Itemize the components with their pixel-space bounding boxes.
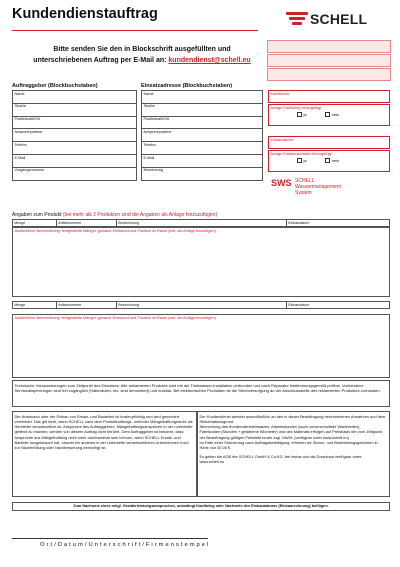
office-field-3[interactable] — [267, 68, 391, 81]
kaufdatum-field[interactable] — [268, 90, 390, 103]
auftraggeber-telefon-field[interactable]: Telefon — [13, 142, 137, 155]
einbau-options — [271, 158, 388, 163]
page-title: Kundendienstauftrag — [12, 6, 158, 22]
auftraggeber-email-field[interactable]: E-Mail — [13, 154, 137, 167]
ja-label: ja — [303, 111, 307, 117]
sws-block — [271, 178, 341, 196]
einsatz-name-field[interactable]: Name — [142, 91, 263, 104]
einsatzadresse-label: Einsatzadresse (Blockbuchstaben) — [141, 83, 233, 89]
kaufbeleg-label: Anlage Kaufbeleg hinzugefügt — [270, 105, 322, 110]
product-1-description-label: Ausführliche Beschreibung: festgestellte Mängel; genauer Einbauort und Position im Raum (evtl. als Anlage hinzufügen) — [14, 229, 216, 233]
ja-label: ja — [303, 157, 307, 163]
auftraggeber-vorgang-field[interactable]: Vorgangsnummer — [13, 167, 137, 180]
product-1-einbaudatum[interactable]: Einbaudatum — [287, 220, 390, 227]
terms-right — [197, 411, 390, 497]
einsatz-telefon-field[interactable]: Telefon — [142, 142, 263, 155]
auftraggeber-plz-field[interactable]: Postleitzahl/Ort — [13, 116, 137, 129]
terms-right-1: Der Kundendienst arbeitet ausschließlich an den in dieser Beauftragung beschriebenen Armaturen und dem Reklamationsgrund. — [199, 413, 386, 424]
product-2-artikel[interactable]: Artikelnummer — [57, 302, 117, 309]
signature-line[interactable] — [12, 538, 208, 539]
signature-label: O r t / D a t u m / U n t e r s c h r i f t / F i r m e n s t e m p e l — [40, 542, 209, 548]
email-link[interactable]: kundendienst@schell.eu — [168, 57, 251, 64]
kaufdatum-label: Kaufdatum: — [270, 91, 290, 96]
title-rule — [12, 30, 258, 31]
angaben-label — [12, 212, 217, 218]
einsatz-bemerkung-field[interactable]: Bemerkung — [142, 167, 263, 180]
product-1-description[interactable] — [12, 227, 390, 297]
intro-prefix: unterschriebenen Auftrag per E-Mail an: — [33, 57, 169, 64]
einsatz-plz-field[interactable]: Postleitzahl/Ort — [142, 116, 263, 129]
terms-left: Der Austausch oder der Einbau von Ersatz- und Bauteilen ist kostenpflichtig und wird gesondert vereinbart. Das gilt nicht, wenn SCHELL nach dem Produkthaftungs- und/oder Mängelhaftungsrecht als Hersteller verantwortlich ist. Ansprüche des Auftraggebers, Mängelhaftungsansprüche in der Lieferkette geltend zu machen, werden von diesem Auftrag nicht berührt. Dem Auftraggeber ist bekannt, dass Ansprüche aus Mängelhaftung nicht mehr durchsetzbar sein können, wenn SCHELL Ersatz- und Bauteile ausgetauscht hat, obwohl ein anderes in der Lieferkette verantwortliches Unternehmen noch zur Nacherfüllung oder Nachbesserung berechtigt ist. — [12, 411, 197, 497]
einbau-ja-checkbox[interactable] — [297, 158, 302, 163]
footer-note: Zum Nachweis eines mögl. Gewährleistungsanspruches, unbedingt Kaufbeleg oder Nachweis des Einbaudatums (Einbaurechnung) beifügen. — [12, 502, 390, 511]
einbau-label: Anlage Einbaunachweis hinzugefügt — [270, 151, 332, 156]
product-1-artikel[interactable]: Artikelnummer — [57, 220, 117, 227]
angaben-hint: (bei mehr als 2 Produkten sind die Angaben als Anlage hinzuzufügen) — [62, 212, 218, 218]
intro-line-1: Bitte senden Sie den in Blockschrift ausgefüllten und — [53, 46, 231, 53]
product-2-description-label: Ausführliche Beschreibung: festgestellte Mängel; genauer Einbauort und Position im Raum (evtl. als Anlage hinzufügen) — [14, 316, 216, 320]
product-1-header — [12, 219, 390, 227]
nein-label: nein — [331, 111, 340, 117]
schell-logo — [286, 11, 386, 29]
product-1-bezeichnung[interactable]: Bezeichnung — [117, 220, 287, 227]
product-2-menge[interactable]: Menge — [13, 302, 57, 309]
product-2-einbaudatum[interactable]: Einbaudatum — [287, 302, 390, 309]
einsatzadresse-table — [141, 90, 263, 181]
terms-right-4: Im Falle einer Stornierung nach Auftragsbestätigung, erheben wir Storno- und Bearbeitungsgebühren in Höhe von 50,00 €. — [199, 439, 378, 451]
kaufbeleg-box — [268, 104, 390, 126]
product-2-description[interactable] — [12, 314, 390, 378]
office-field-2[interactable] — [267, 54, 391, 67]
technical-note: Technische Voraussetzungen zum Zeitpunkt des Einsatzes: Alle reklamierten Produkte sind mit der Trinkwasser-Installation verbunden und nach Reparatur bestimmungsgemäß prüfbar. Vorhandene Serviceabsperrungen sind frei zugänglich (Halteräulen, etc. sind demontiert) und nutzbar. Bei elektronischen Produkten ist die Stromversorgung an der Anschlussstelle des reklamierten Produktes vorhanden. — [12, 380, 390, 407]
auftraggeber-name-field[interactable]: Name — [13, 91, 137, 104]
einsatz-email-field[interactable]: E-Mail — [142, 154, 263, 167]
sws-text — [295, 178, 341, 196]
product-1-menge[interactable]: Menge — [13, 220, 57, 227]
nein-label: nein — [331, 157, 340, 163]
product-2-header — [12, 301, 390, 309]
product-2-bezeichnung[interactable]: Bezeichnung — [117, 302, 287, 309]
kaufbeleg-options — [271, 112, 388, 117]
sws-line-1: SCHELL — [295, 178, 315, 184]
kaufbeleg-ja-checkbox[interactable] — [297, 112, 302, 117]
einbaudatum-label: Einbaudatum: — [270, 137, 294, 142]
schell-stripes-icon — [286, 12, 308, 27]
einsatz-ansprechpartner-field[interactable]: Ansprechpartner — [142, 129, 263, 142]
intro-line-2 — [22, 55, 262, 66]
auftraggeber-table — [12, 90, 137, 181]
einbau-box — [268, 150, 390, 172]
brand-name: SCHELL — [310, 11, 368, 27]
terms-right-3: Fahrtkosten (Stunden + gefahrene Kilometer) und des Materials erfolgen auf Preisbasis der zum Zeitpunkt der Beauftragung gültigen Preisliste brutto zzgl. MwSt. (verfügbar unter www.schell.eu) — [199, 429, 383, 440]
kaufbeleg-nein-checkbox[interactable] — [325, 112, 330, 117]
einsatz-strasse-field[interactable]: Straße — [142, 103, 263, 116]
einbaudatum-field[interactable] — [268, 136, 390, 149]
auftraggeber-label: Auftraggeber (Blockbuchstaben) — [12, 83, 98, 89]
sws-mark: SWS — [271, 178, 292, 188]
terms-right-5: Es gelten die AGB der SCHELL GmbH & Co.KG, frei lesbar und als Download verfügbar unter: www.schell.eu — [199, 453, 363, 464]
sws-line-3: System — [295, 190, 312, 196]
sws-line-2: Wassermanagement — [295, 184, 341, 190]
einbau-nein-checkbox[interactable] — [325, 158, 330, 163]
intro-text — [22, 44, 262, 66]
office-field-1[interactable] — [267, 40, 391, 53]
auftraggeber-ansprechpartner-field[interactable]: Ansprechpartner — [13, 129, 137, 142]
terms-right-2: Abrechnung des Kundendiensteinsatzes, Arbeitsstunden (auch vorverschuldete Wartezeiten), — [199, 424, 361, 430]
auftraggeber-strasse-field[interactable]: Straße — [13, 103, 137, 116]
angaben-title: Angaben zum Produkt — [12, 212, 63, 218]
